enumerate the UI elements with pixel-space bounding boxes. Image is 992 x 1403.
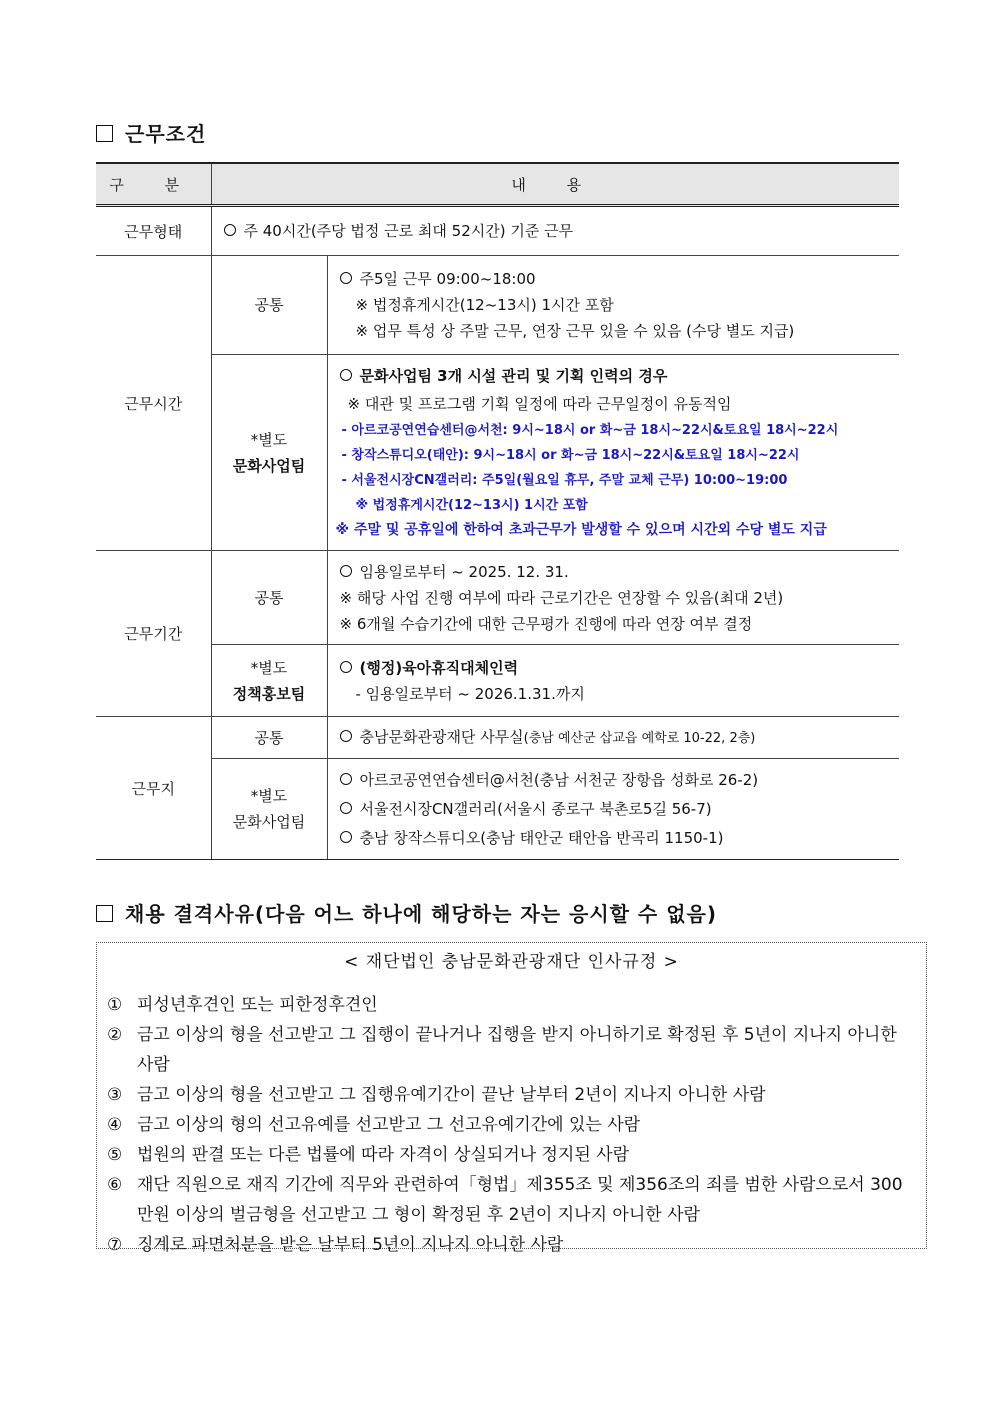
schedule-line: - 창작스튜디오(태안): 9시~18시 or 화~금 18시~22시&토요일 18시~22시 [341,448,800,463]
list-item [107,990,926,1020]
work-hours-special-label2: 문화사업팀 [232,456,306,475]
table-row [96,759,899,860]
work-type-content: 주 40시간(주당 법정 근로 최대 52시간) 기준 근무 [243,222,574,240]
work-hours-label: 근무시간 [96,256,211,551]
work-period-common-label: 공통 [211,551,327,645]
list-item [107,1230,926,1260]
header-category: 구 분 [96,163,211,206]
checkbox-square-icon [96,905,113,922]
regulation-title: < 재단법인 충남문화관광재단 인사규정 > [344,952,679,972]
table-row [96,717,899,759]
section-title-disqualification: 채용 결격사유(다음 어느 하나에 해당하는 자는 응시할 수 없음) [96,898,717,927]
work-period-common-line: ※ 6개월 수습기간에 대한 근무평가 진행에 따라 연장 여부 결정 [339,614,753,633]
workplace-common-detail: (충남 예산군 삽교읍 예학로 10-22, 2층) [523,730,756,746]
item-text: 금고 이상의 형을 선고받고 그 집행이 끝나거나 집행을 받지 아니하기로 확정된 후 5년이 지나지 아니한 사람 [137,1025,897,1075]
table-header-row [96,163,899,206]
work-period-special-heading: (행정)육아휴직대체인력 [359,658,519,677]
table-row [96,206,899,256]
bullet-icon [340,802,352,814]
item-number: ② [107,1025,123,1045]
work-period-special-label1: *별도 [250,658,288,677]
work-period-special-line: - 임용일로부터 ~ 2026.1.31.까지 [355,684,585,703]
list-item [107,1110,926,1140]
overtime-note: ※ 주말 및 공휴일에 한하여 초과근무가 발생할 수 있으며 시간외 수당 별도 지급 [335,522,827,538]
bullet-icon [340,831,352,843]
work-hours-common-line: 주5일 근무 09:00~18:00 [359,270,536,288]
work-period-common-line: ※ 해당 사업 진행 여부에 따라 근로기간은 연장할 수 있음(최대 2년) [339,588,784,607]
item-text: 금고 이상의 형을 선고받고 그 집행유예기간이 끝난 날부터 2년이 지나지 아니한 사람 [137,1085,766,1105]
work-hours-common-label: 공통 [211,256,327,355]
schedule-line: - 서울전시장CN갤러리: 주5일(월요일 휴무, 주말 교체 근무) 10:00~19:00 [341,473,788,488]
bullet-icon [340,661,352,673]
workplace-common-label: 공통 [211,717,327,759]
checkbox-square-icon [96,125,113,142]
bullet-icon [340,730,352,742]
workplace-label: 근무지 [96,717,211,860]
bullet-icon [224,224,236,236]
work-hours-special-label1: *별도 [250,430,288,449]
work-hours-common-line: ※ 업무 특성 상 주말 근무, 연장 근무 있을 수 있음 (수당 별도 지급) [355,322,795,340]
workplace-special-line: 충남 창작스튜디오(충남 태안군 태안읍 반곡리 1150-1) [359,828,724,847]
bullet-icon [340,565,352,577]
schedule-line: - 아르코공연연습센터@서천: 9시~18시 or 화~금 18시~22시&토요일 18시~22시 [341,423,839,438]
workplace-common-content: 충남문화관광재단 사무실 [359,727,524,746]
regulation-list [107,990,926,1260]
work-period-label: 근무기간 [96,551,211,717]
schedule-line: ※ 법정휴게시간(12~13시) 1시간 포함 [355,498,588,513]
item-text: 재단 직원으로 재직 기간에 직무와 관련하여「형법」제355조 및 제356조의 죄를 범한 사람으로서 300만원 이상의 벌금형을 선고받고 그 형이 확정된 후 2년이 지나지 아니한 사람 [137,1175,903,1225]
work-period-special-label2: 정책홍보팀 [232,684,306,703]
bullet-icon [340,272,352,284]
item-number: ④ [107,1115,123,1135]
workplace-special-line: 서울전시장CN갤러리(서울시 종로구 북촌로5길 56-7) [359,799,712,818]
bullet-icon [340,773,352,785]
work-conditions-table [96,162,899,860]
item-number: ① [107,995,123,1015]
work-type-label: 근무형태 [124,222,183,241]
workplace-special-line: 아르코공연연습센터@서천(충남 서천군 장항읍 성화로 26-2) [359,770,759,789]
list-item [107,1140,926,1170]
table-row [96,355,899,551]
work-hours-special-note: ※ 대관 및 프로그램 기획 일정에 따라 근무일정이 유동적임 [347,395,732,413]
table-row [96,256,899,355]
item-number: ⑥ [107,1175,123,1195]
work-hours-special-heading: 문화사업팀 3개 시설 관리 및 기획 인력의 경우 [359,367,668,385]
workplace-special-label1: *별도 [250,787,288,805]
item-number: ⑤ [107,1145,123,1165]
regulation-box [96,942,927,1255]
workplace-special-label2: 문화사업팀 [232,813,306,831]
item-text: 법원의 판결 또는 다른 법률에 따라 자격이 상실되거나 정지된 사람 [137,1145,630,1165]
list-item [107,1170,926,1230]
work-period-common-line: 임용일로부터 ~ 2025. 12. 31. [359,562,569,581]
section-title-work-conditions: 근무조건 [96,118,206,147]
list-item [107,1080,926,1110]
header-content: 내 용 [211,163,899,206]
item-number: ③ [107,1085,123,1105]
table-row [96,645,899,717]
work-hours-common-line: ※ 법정휴게시간(12~13시) 1시간 포함 [355,296,614,314]
list-item [107,1020,926,1080]
bullet-icon [340,369,352,381]
table-row [96,551,899,645]
item-number: ⑦ [107,1235,123,1255]
item-text: 징계로 파면처분을 받은 날부터 5년이 지나지 아니한 사람 [137,1235,564,1255]
item-text: 금고 이상의 형의 선고유예를 선고받고 그 선고유예기간에 있는 사람 [137,1115,641,1135]
item-text: 피성년후견인 또는 피한정후견인 [137,995,378,1015]
